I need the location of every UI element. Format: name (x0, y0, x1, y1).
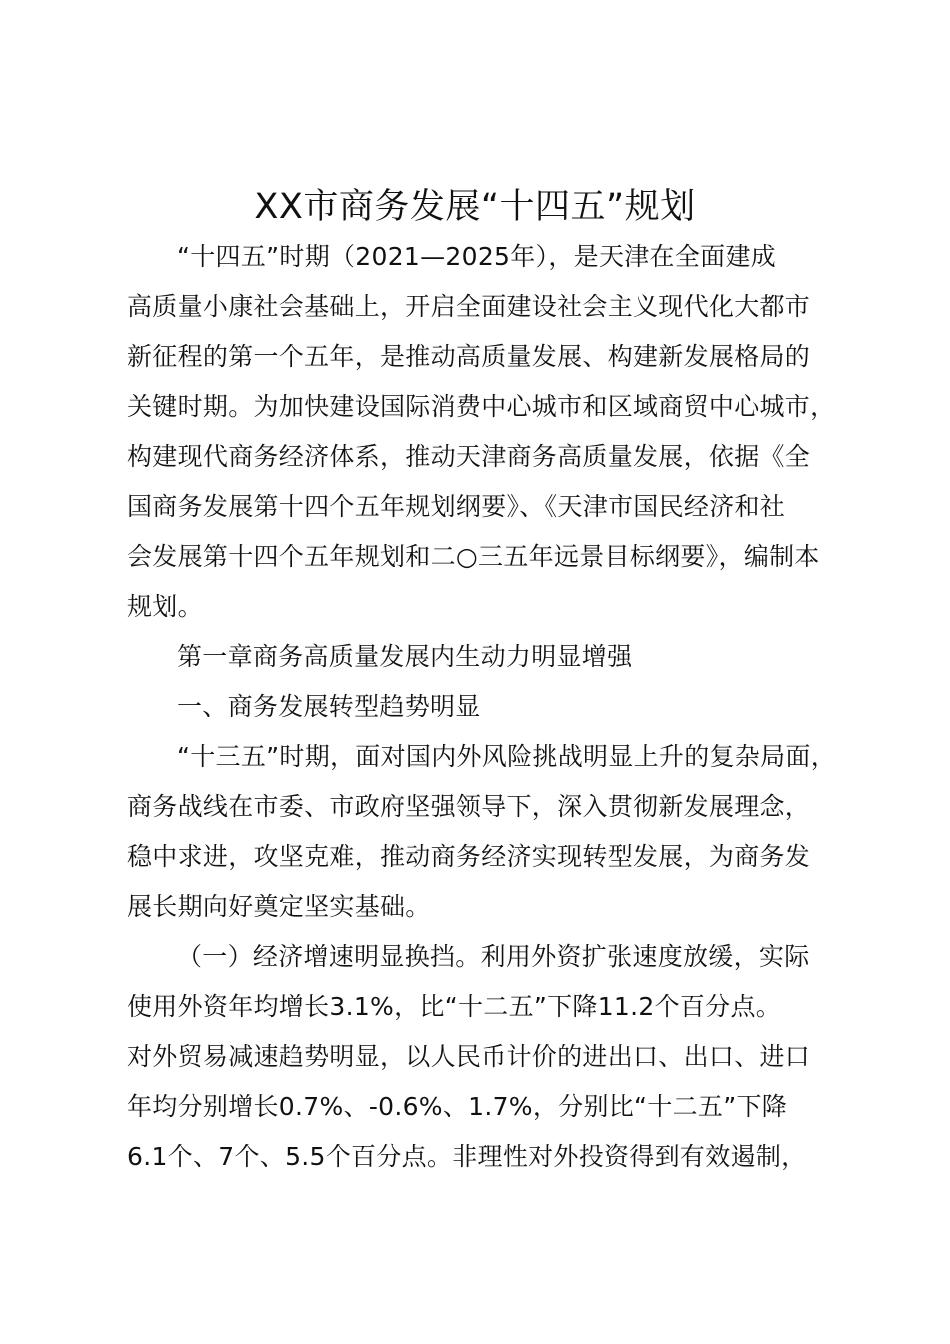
document-body (127, 232, 852, 1182)
paragraph-line: 新征程的第一个五年，是推动高质量发展、构建新发展格局的 (127, 342, 811, 371)
paragraph-line: 展长期向好奠定坚实基础。 (127, 892, 431, 921)
paragraph-line: 年均分别增长0.7%、-0.6%、1.7%，分别比“十二五”下降 (127, 1092, 788, 1121)
paragraph-line: 稳中求进，攻坚克难，推动商务经济实现转型发展，为商务发 (127, 842, 811, 871)
paragraph-line: 规划。 (127, 592, 203, 621)
paragraph-line: 会发展第十四个五年规划和二○三五年远景目标纲要》，编制本 (127, 542, 820, 571)
paragraph-line: 商务战线在市委、市政府坚强领导下，深入贯彻新发展理念， (127, 792, 811, 821)
paragraph-line: 对外贸易减速趋势明显，以人民币计价的进出口、出口、进口 (127, 1042, 811, 1071)
paragraph-line: “十四五”时期（2021—2025年），是天津在全面建成 (177, 242, 777, 271)
paragraph-line: 使用外资年均增长3.1%，比“十二五”下降11.2个百分点。 (127, 992, 782, 1021)
paragraph-line: 国商务发展第十四个五年规划纲要》、《天津市国民经济和社 (127, 492, 786, 521)
document-title: XX市商务发展“十四五”规划 (254, 187, 696, 227)
paragraph-line: “十三五”时期，面对国内外风险挑战明显上升的复杂局面， (177, 742, 837, 771)
paragraph-line: 构建现代商务经济体系，推动天津商务高质量发展，依据《全 (127, 442, 811, 471)
paragraph-line: （一）经济增速明显换挡。利用外资扩张速度放缓，实际 (177, 942, 810, 971)
paragraph-line: 高质量小康社会基础上，开启全面建设社会主义现代化大都市 (127, 292, 811, 321)
paragraph-line: 关键时期。为加快建设国际消费中心城市和区域商贸中心城市， (127, 392, 836, 421)
section-heading: 一、商务发展转型趋势明显 (177, 692, 481, 721)
chapter-heading: 第一章商务高质量发展内生动力明显增强 (177, 642, 633, 671)
paragraph-line: 6.1个、7个、5.5个百分点。非理性对外投资得到有效遏制， (127, 1142, 807, 1171)
